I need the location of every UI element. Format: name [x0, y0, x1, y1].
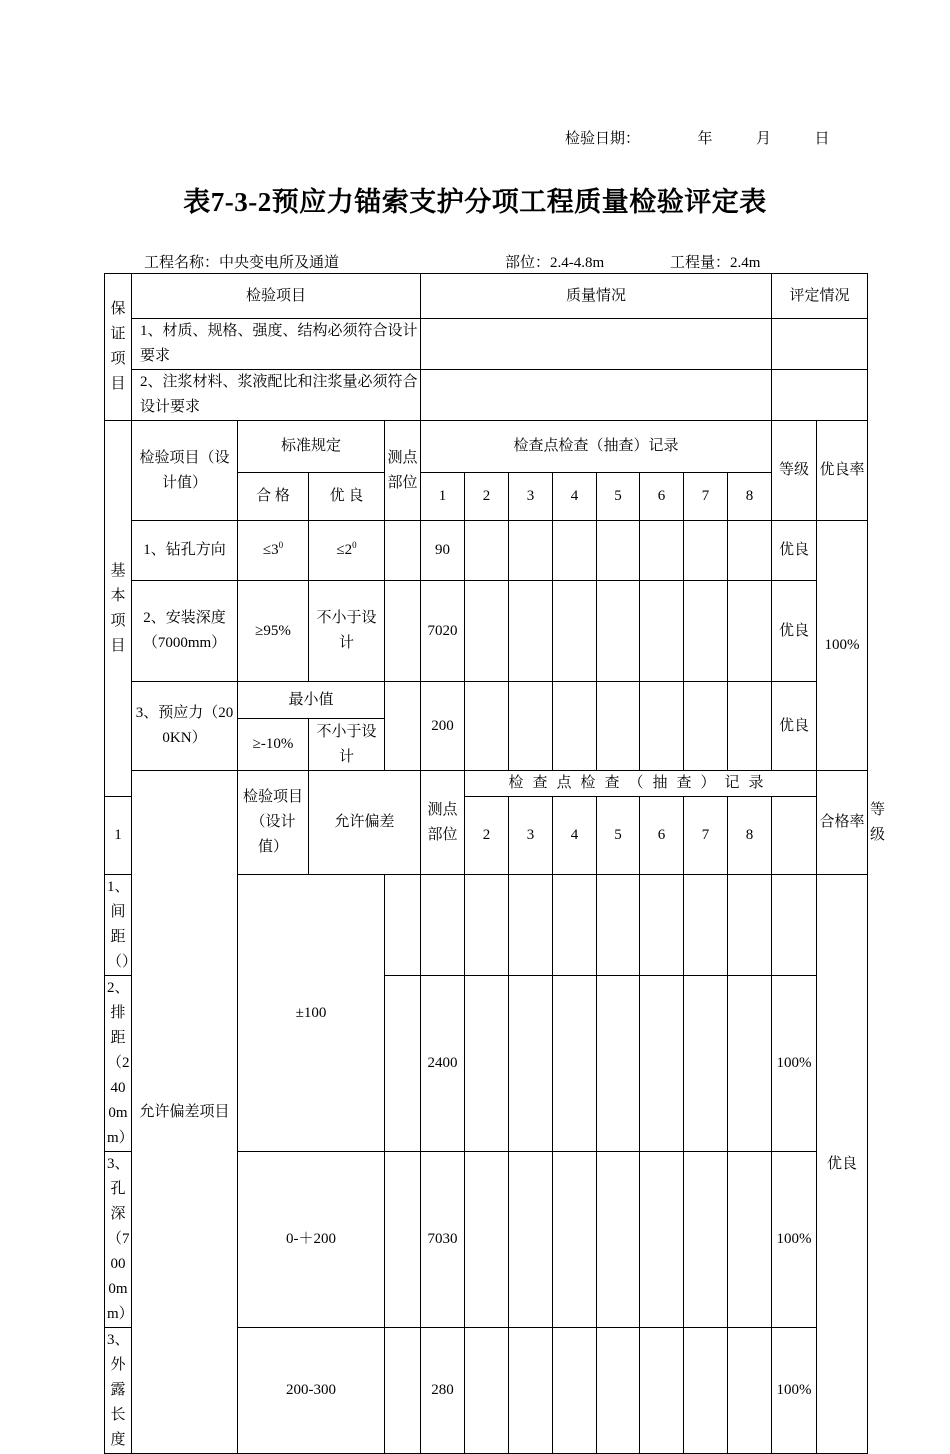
allowed-point-4	[385, 1328, 421, 1454]
project-quantity: 工程量：2.4m	[670, 255, 761, 271]
allowed-col-item: 检验项目（设计值）	[238, 771, 309, 875]
basic-section-label: 基本项目	[105, 421, 132, 797]
basic-num-2: 2	[465, 473, 509, 521]
guarantee-quality-1	[421, 319, 772, 370]
allowed-num-3: 3	[509, 797, 553, 875]
allowed-item-4: 3、外露长度	[105, 1328, 132, 1454]
allowed-value-4: 280	[421, 1328, 465, 1454]
inspection-date	[565, 127, 830, 148]
project-location: 部位：2.4-4.8m	[505, 255, 605, 271]
basic-item-2: 2、安装深度（7000mm）	[132, 581, 238, 682]
basic-grade-2: 优良	[772, 581, 817, 682]
allowed-num-7: 7	[684, 797, 728, 875]
basic-header-row	[105, 421, 868, 473]
basic-grade-1: 优良	[772, 521, 817, 581]
date-year: 年	[697, 131, 713, 147]
basic-num-7: 7	[684, 473, 728, 521]
basic-num-5: 5	[597, 473, 640, 521]
allowed-rate-4: 100%	[772, 1328, 817, 1454]
table-row	[105, 521, 868, 581]
table-row	[105, 370, 868, 421]
allowed-rate-1	[772, 875, 817, 976]
basic-point-2	[385, 581, 421, 682]
basic-col-standard: 标准规定	[238, 421, 385, 473]
guarantee-col-item: 检验项目	[132, 274, 421, 319]
guarantee-col-quality: 质量情况	[421, 274, 772, 319]
basic-col-point: 测点部位	[385, 421, 421, 521]
guarantee-eval-2	[772, 370, 868, 421]
allowed-item-3: 3、孔深（7000mm）	[105, 1152, 132, 1328]
allowed-num-5: 5	[597, 797, 640, 875]
allowed-col-rate: 合格率	[817, 771, 868, 875]
allowed-num-1: 1	[105, 797, 132, 875]
allowed-section-label: 允许偏差项目	[132, 771, 238, 1454]
guarantee-item-2: 2、注浆材料、浆液配比和注浆量必须符合设计要求	[132, 370, 421, 421]
allowed-num-6: 6	[640, 797, 684, 875]
evaluation-table	[104, 273, 886, 1454]
date-label: 检验日期：	[565, 131, 641, 147]
project-name: 工程名称：中央变电所及通道	[144, 255, 340, 271]
allowed-num-8: 8	[728, 797, 772, 875]
basic-value-3: 200	[421, 682, 465, 771]
allowed-col-point: 测点部位	[421, 771, 465, 875]
basic-col-item: 检验项目（设计值）	[132, 421, 238, 521]
allowed-col-record: 检查点检查（抽查）记录	[465, 771, 817, 797]
basic-rate: 100%	[817, 521, 868, 771]
basic-good-1: $\le 2^0$	[309, 521, 385, 581]
allowed-rate-2: 100%	[772, 976, 817, 1152]
basic-col-pass: 合 格	[238, 473, 309, 521]
basic-num-1: 1	[421, 473, 465, 521]
allowed-item-1: 1、间距（）	[105, 875, 132, 976]
date-month: 月	[756, 131, 772, 147]
basic-min-label: 最小值	[238, 682, 385, 719]
basic-item-1: 1、钻孔方向	[132, 521, 238, 581]
allowed-grade: 优良	[817, 875, 868, 1454]
basic-num-3: 3	[509, 473, 553, 521]
guarantee-section-label: 保证项目	[105, 274, 132, 421]
allowed-value-2: 2400	[421, 976, 465, 1152]
allowed-value-3: 7030	[421, 1152, 465, 1328]
allowed-col-deviation: 允许偏差	[309, 771, 421, 875]
allowed-point-1	[385, 875, 421, 976]
guarantee-eval-1	[772, 319, 868, 370]
basic-col-good: 优 良	[309, 473, 385, 521]
basic-good-2: 不小于设计	[309, 581, 385, 682]
allowed-deviation-4: 200-300	[238, 1328, 385, 1454]
basic-value-2: 7020	[421, 581, 465, 682]
basic-point-1	[385, 521, 421, 581]
table-row	[105, 581, 868, 682]
basic-col-grade: 等级	[772, 421, 817, 521]
allowed-rate-3: 100%	[772, 1152, 817, 1328]
basic-value-1: 90	[421, 521, 465, 581]
guarantee-col-eval: 评定情况	[772, 274, 868, 319]
basic-num-8: 8	[728, 473, 772, 521]
basic-num-4: 4	[553, 473, 597, 521]
allowed-deviation-3: 0-＋200	[238, 1152, 385, 1328]
guarantee-item-1: 1、材质、规格、强度、结构必须符合设计要求	[132, 319, 421, 370]
allowed-header-row: 允许偏差项目 检验项目（设计值） 允许偏差 测点部位 检查点检查（抽查）记录 合格率 等级	[105, 771, 868, 797]
table-row	[105, 682, 868, 719]
date-day: 日	[814, 131, 830, 147]
allowed-shared-deviation: ±100	[238, 875, 385, 1152]
basic-pass-1: $\le 3^0$	[238, 521, 309, 581]
allowed-item-2: 2、排距（2400mm）	[105, 976, 132, 1152]
allowed-point-3	[385, 1152, 421, 1328]
basic-item-3: 3、预应力（200KN）	[132, 682, 238, 771]
table-row	[105, 319, 868, 370]
allowed-point-2	[385, 976, 421, 1152]
basic-col-rate: 优良率	[817, 421, 868, 521]
guarantee-header-row	[105, 274, 868, 319]
basic-col-record: 检查点检查（抽查）记录	[421, 421, 772, 473]
basic-pass-3: ≥-10%	[238, 719, 309, 771]
basic-grade-3: 优良	[772, 682, 817, 771]
basic-num-6: 6	[640, 473, 684, 521]
allowed-num-2: 2	[465, 797, 509, 875]
allowed-value-1	[421, 875, 465, 976]
basic-good-3: 不小于设计	[309, 719, 385, 771]
allowed-num-4: 4	[553, 797, 597, 875]
basic-point-3	[385, 682, 421, 771]
page-title: 表7-3-2预应力锚索支护分项工程质量检验评定表	[183, 187, 767, 217]
guarantee-quality-2	[421, 370, 772, 421]
basic-pass-2: ≥95%	[238, 581, 309, 682]
